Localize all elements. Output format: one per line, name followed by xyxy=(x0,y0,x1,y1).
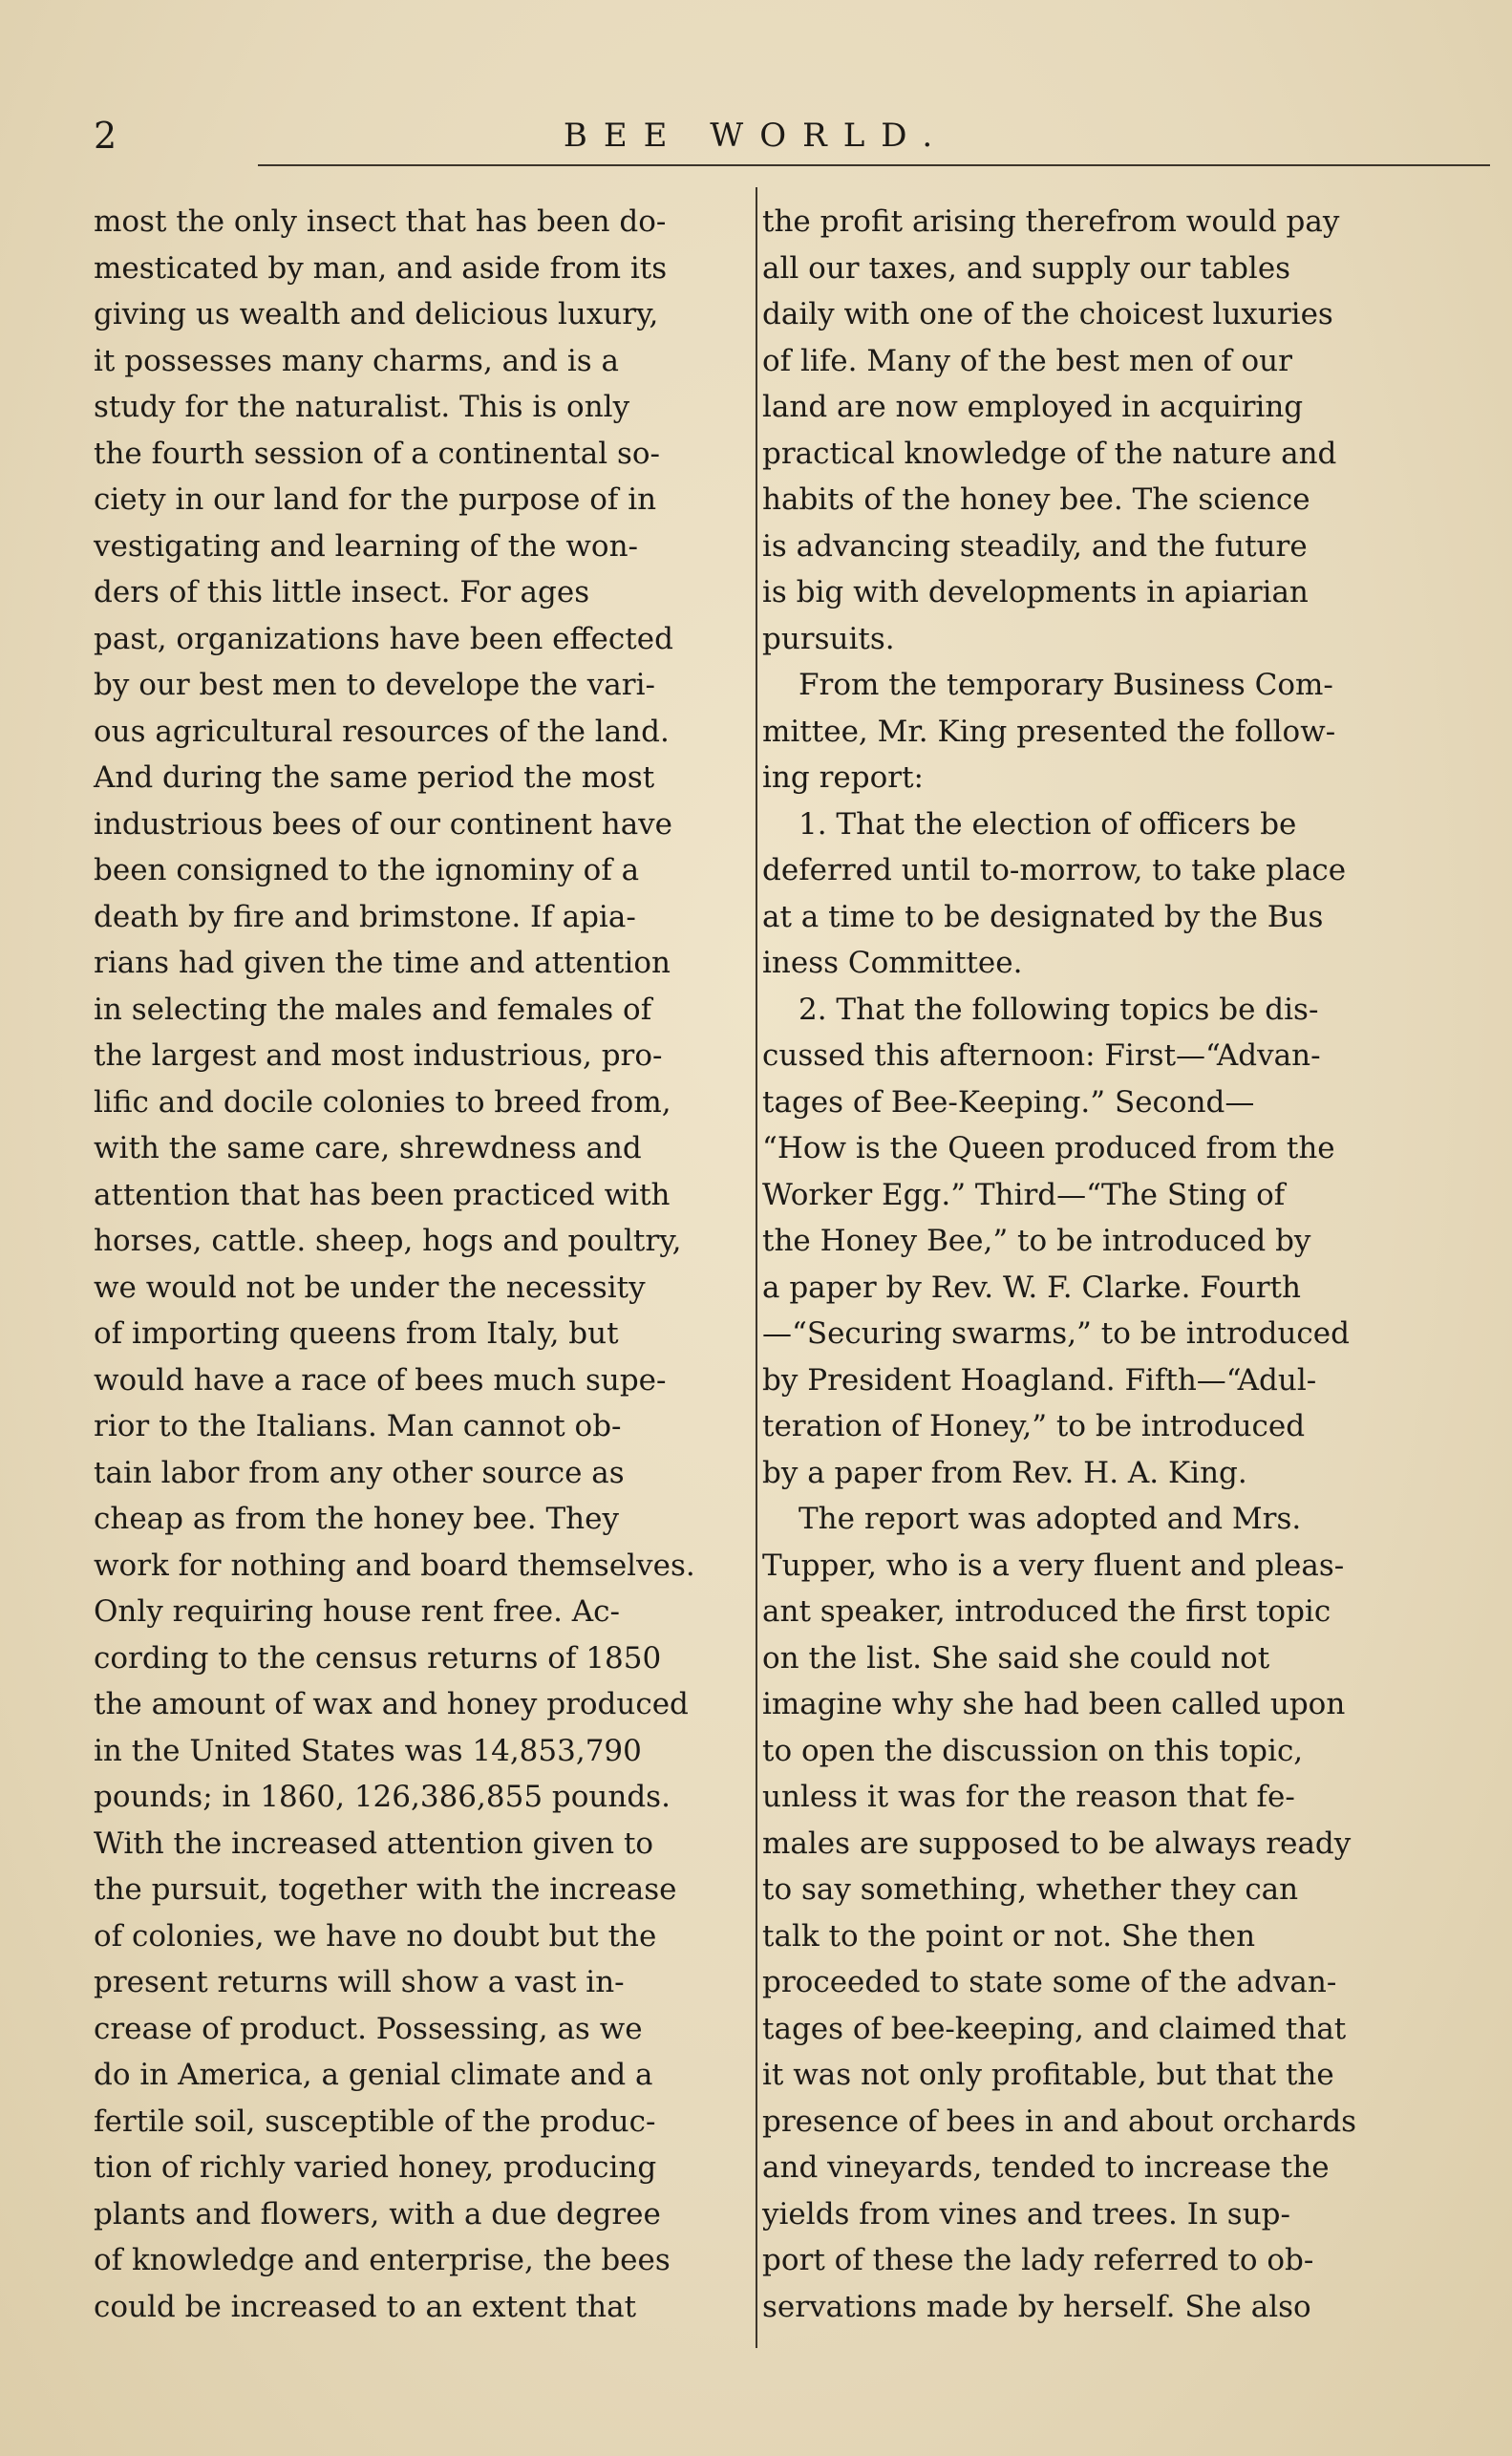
text-line: most the only insect that has been do- xyxy=(94,204,667,239)
text-line: industrious bees of our continent have xyxy=(94,806,673,842)
text-line: of importing queens from Italy, but xyxy=(94,1316,619,1351)
text-line: —“Securing swarms,” to be introduced xyxy=(762,1316,1350,1351)
text-line: in selecting the males and females of xyxy=(94,992,652,1027)
text-line: study for the naturalist. This is only xyxy=(94,390,630,424)
text-line: “How is the Queen produced from the xyxy=(762,1131,1335,1165)
text-line: cussed this afternoon: First—“Advan- xyxy=(762,1038,1321,1073)
text-line: the profit arising therefrom would pay xyxy=(762,204,1340,239)
text-line: 1. That the election of officers be xyxy=(799,806,1297,842)
text-line: deferred until to-morrow, to take place xyxy=(762,853,1347,887)
text-line: it possesses many charms, and is a xyxy=(94,343,619,378)
text-line: ciety in our land for the purpose of in xyxy=(94,482,657,517)
text-line: daily with one of the choicest luxuries xyxy=(762,297,1333,331)
text-line: with the same care, shrewdness and xyxy=(94,1131,642,1165)
text-line: cording to the census returns of 1850 xyxy=(94,1640,662,1676)
text-line: ous agricultural resources of the land. xyxy=(94,714,670,749)
text-line: is big with developments in apiarian xyxy=(762,575,1309,609)
column-divider xyxy=(756,187,757,2348)
text-line: the pursuit, together with the increase xyxy=(94,1872,677,1907)
text-line: ing report: xyxy=(762,760,924,795)
text-line: habits of the honey bee. The science xyxy=(762,482,1310,517)
text-line: pursuits. xyxy=(762,621,895,656)
text-line: by President Hoagland. Fifth—“Adul- xyxy=(762,1362,1317,1398)
left-column xyxy=(94,199,743,2330)
text-line: From the temporary Business Com- xyxy=(799,668,1333,702)
text-line: fertile soil, susceptible of the produc- xyxy=(94,2104,656,2139)
text-line: cheap as from the honey bee. They xyxy=(94,1502,619,1536)
text-line: iness Committee. xyxy=(762,946,1023,980)
text-line: teration of Honey,” to be introduced xyxy=(762,1409,1306,1443)
text-line: past, organizations have been effected xyxy=(94,621,673,656)
text-line: Only requiring house rent free. Ac- xyxy=(94,1594,621,1629)
text-line: at a time to be designated by the Bus xyxy=(762,899,1324,934)
text-line: presence of bees in and about orchards xyxy=(762,2104,1357,2139)
text-line: tain labor from any other source as xyxy=(94,1455,625,1490)
text-line: by a paper from Rev. H. A. King. xyxy=(762,1455,1247,1490)
text-line: tages of Bee-Keeping.” Second— xyxy=(762,1084,1255,1120)
text-line: the fourth session of a continental so- xyxy=(94,436,661,471)
text-line: vestigating and learning of the won- xyxy=(94,528,639,564)
text-line: present returns will show a vast in- xyxy=(94,1965,625,1999)
text-line: talk to the point or not. She then xyxy=(762,1918,1256,1954)
text-line: proceeded to state some of the advan- xyxy=(762,1965,1337,1999)
text-line: on the list. She said she could not xyxy=(762,1640,1270,1676)
text-line: crease of product. Possessing, as we xyxy=(94,2011,643,2046)
text-line: giving us wealth and delicious luxury, xyxy=(94,297,659,331)
text-line: of life. Many of the best men of our xyxy=(762,343,1292,378)
text-line: mesticated by man, and aside from its xyxy=(94,250,668,286)
text-line: is advancing steadily, and the future xyxy=(762,528,1308,564)
text-line: The report was adopted and Mrs. xyxy=(799,1502,1302,1536)
text-line: would have a race of bees much supe- xyxy=(94,1362,667,1398)
text-line: unless it was for the reason that fe- xyxy=(762,1780,1295,1814)
text-line: to open the discussion on this topic, xyxy=(762,1733,1304,1768)
text-line: land are now employed in acquiring xyxy=(762,390,1304,424)
header-rule xyxy=(258,164,1490,166)
text-line: death by fire and brimstone. If apia- xyxy=(94,899,636,934)
running-title: BEE WORLD. xyxy=(563,117,949,155)
text-line: the amount of wax and honey produced xyxy=(94,1687,689,1721)
text-line: plants and flowers, with a due degree xyxy=(94,2196,661,2232)
text-line: port of these the lady referred to ob- xyxy=(762,2243,1314,2277)
text-line: it was not only profitable, but that the xyxy=(762,2058,1334,2092)
text-line: Tupper, who is a very fluent and pleas- xyxy=(762,1548,1345,1583)
right-column xyxy=(762,199,1406,2330)
text-line: practical knowledge of the nature and xyxy=(762,436,1337,471)
text-line: the Honey Bee,” to be introduced by xyxy=(762,1224,1311,1258)
text-line: of colonies, we have no doubt but the xyxy=(94,1918,657,1954)
page-number: 2 xyxy=(94,115,118,157)
text-line: imagine why she had been called upon xyxy=(762,1687,1346,1721)
text-line: by our best men to develope the vari- xyxy=(94,668,655,702)
text-line: work for nothing and board themselves. xyxy=(94,1548,695,1583)
text-line: With the increased attention given to xyxy=(94,1826,654,1861)
text-line: and vineyards, tended to increase the xyxy=(762,2150,1330,2185)
text-line: 2. That the following topics be dis- xyxy=(799,992,1319,1027)
text-line: to say something, whether they can xyxy=(762,1872,1299,1907)
text-line: in the United States was 14,853,790 xyxy=(94,1733,642,1768)
text-line: mittee, Mr. King presented the follow- xyxy=(762,714,1336,749)
text-line: could be increased to an extent that xyxy=(94,2289,637,2324)
text-line: Worker Egg.” Third—“The Sting of xyxy=(762,1177,1286,1212)
text-line: ant speaker, introduced the first topic xyxy=(762,1594,1331,1629)
text-line: do in America, a genial climate and a xyxy=(94,2058,653,2092)
text-line: servations made by herself. She also xyxy=(762,2289,1311,2324)
text-line: the largest and most industrious, pro- xyxy=(94,1038,663,1073)
text-line: been consigned to the ignominy of a xyxy=(94,853,640,887)
text-line: tion of richly varied honey, producing xyxy=(94,2150,657,2185)
text-line: all our taxes, and supply our tables xyxy=(762,250,1291,286)
text-line: yields from vines and trees. In sup- xyxy=(762,2196,1290,2232)
text-line: pounds; in 1860, 126,386,855 pounds. xyxy=(94,1780,671,1814)
text-line: males are supposed to be always ready xyxy=(762,1826,1352,1861)
text-line: a paper by Rev. W. F. Clarke. Fourth xyxy=(762,1270,1301,1305)
text-line: tages of bee-keeping, and claimed that xyxy=(762,2011,1347,2046)
text-line: And during the same period the most xyxy=(94,760,655,795)
text-line: rior to the Italians. Man cannot ob- xyxy=(94,1409,622,1443)
text-line: rians had given the time and attention xyxy=(94,946,671,980)
text-line: of knowledge and enterprise, the bees xyxy=(94,2243,671,2277)
text-line: we would not be under the necessity xyxy=(94,1270,646,1305)
text-line: attention that has been practiced with xyxy=(94,1177,671,1212)
text-line: lific and docile colonies to breed from, xyxy=(94,1084,671,1120)
text-line: horses, cattle. sheep, hogs and poultry, xyxy=(94,1224,682,1258)
text-line: ders of this little insect. For ages xyxy=(94,575,590,609)
